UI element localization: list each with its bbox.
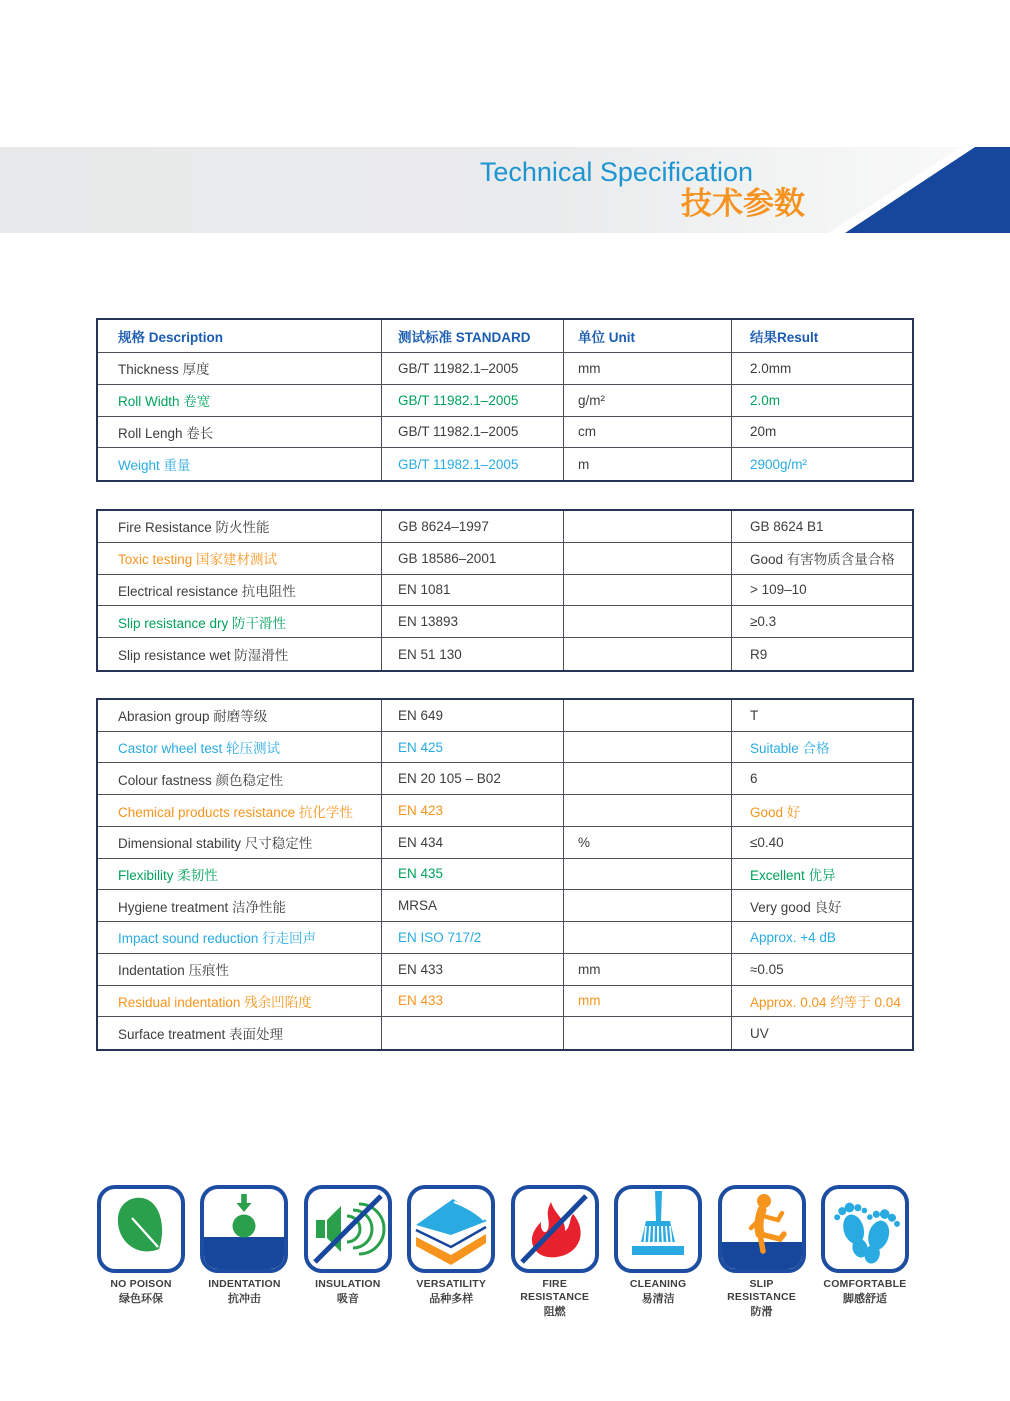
feature-label-en: INDENTATION bbox=[208, 1278, 281, 1290]
table-cell bbox=[564, 922, 732, 954]
table-cell: EN 433 bbox=[382, 986, 564, 1018]
feature-label-zh: 抗冲击 bbox=[227, 1293, 261, 1305]
feature-label-en: NO POISON bbox=[110, 1278, 172, 1290]
feature-label-zh: 吸音 bbox=[336, 1293, 359, 1305]
table-cell bbox=[564, 1017, 732, 1049]
feature-label-en: COMFORTABLE bbox=[823, 1278, 907, 1290]
page-title-chinese: 技术参数 bbox=[681, 186, 805, 221]
broom-icon bbox=[614, 1185, 702, 1273]
column-header: 测试标准 STANDARD bbox=[382, 320, 564, 353]
table-cell: 2.0m bbox=[732, 385, 912, 417]
table-cell: GB 8624–1997 bbox=[382, 511, 564, 543]
feature-no-poison bbox=[95, 1185, 187, 1319]
table-cell: Slip resistance wet 防湿滑性 bbox=[98, 638, 382, 670]
table-cell: Abrasion group 耐磨等级 bbox=[98, 700, 382, 732]
feature-label-zh: 脚感舒适 bbox=[842, 1293, 887, 1305]
feature-label-en: VERSATILITY bbox=[416, 1278, 487, 1290]
no-sound-icon bbox=[304, 1185, 392, 1273]
table-cell: MRSA bbox=[382, 890, 564, 922]
slipping-person-icon bbox=[718, 1185, 806, 1273]
leaf-icon bbox=[97, 1185, 185, 1273]
table-cell: EN 433 bbox=[382, 954, 564, 986]
table-cell bbox=[564, 732, 732, 764]
table-cell: EN 13893 bbox=[382, 606, 564, 638]
table-cell: Very good 良好 bbox=[732, 890, 912, 922]
table-cell: EN 423 bbox=[382, 795, 564, 827]
table-cell: Flexibility 柔韧性 bbox=[98, 859, 382, 891]
table-cell: 2.0mm bbox=[732, 353, 912, 385]
table-cell: 6 bbox=[732, 763, 912, 795]
header-band-blue-shape bbox=[845, 147, 1010, 233]
table-cell: 20m bbox=[732, 417, 912, 449]
table-cell: Weight 重量 bbox=[98, 448, 382, 480]
table-cell bbox=[564, 606, 732, 638]
table-cell: UV bbox=[750, 1025, 769, 1041]
page-title-english: Technical Specification bbox=[479, 157, 753, 187]
table-cell: Hygiene treatment 洁净性能 bbox=[98, 890, 382, 922]
table-cell: Fire Resistance 防火性能 bbox=[98, 511, 382, 543]
table-cell: 2900g/m² bbox=[750, 456, 808, 472]
footprints-icon bbox=[821, 1185, 909, 1273]
feature-indentation bbox=[198, 1185, 290, 1319]
table-cell: Residual indentation 残余凹陷度 bbox=[98, 986, 382, 1018]
table-cell bbox=[564, 890, 732, 922]
table-cell: Colour fastness 颜色稳定性 bbox=[98, 763, 382, 795]
table-cell: GB 18586–2001 bbox=[382, 543, 564, 575]
table-cell: EN ISO 717/2 bbox=[382, 922, 564, 954]
table-cell bbox=[564, 575, 732, 607]
table-cell: R9 bbox=[750, 646, 768, 662]
table-cell: mm bbox=[564, 986, 732, 1018]
table-cell: Impact sound reduction 行走回声 bbox=[98, 922, 382, 954]
table-cell: Approx. +4 dB bbox=[732, 922, 912, 954]
table-cell: Electrical resistance 抗电阻性 bbox=[98, 575, 382, 607]
table-cell bbox=[564, 763, 732, 795]
table-cell: mm bbox=[564, 954, 732, 986]
table-cell: Roll Lengh 卷长 bbox=[98, 417, 382, 449]
table-cell: EN 51 130 bbox=[382, 638, 564, 670]
table-cell bbox=[564, 543, 732, 575]
table-cell: mm bbox=[564, 353, 732, 385]
table-cell: Thickness 厚度 bbox=[98, 353, 382, 385]
table-cell: Castor wheel test 轮压测试 bbox=[98, 732, 382, 764]
table-cell: EN 425 bbox=[382, 732, 564, 764]
feature-label-zh: 阻燃 bbox=[543, 1306, 566, 1318]
table-cell bbox=[564, 700, 732, 732]
table-cell: T bbox=[732, 700, 912, 732]
feature-label-en: FIRE RESISTANCE bbox=[520, 1278, 590, 1303]
table-cell: ≈0.05 bbox=[732, 954, 912, 986]
feature-comfortable bbox=[819, 1185, 911, 1319]
table-cell: Roll Width 卷宽 bbox=[98, 385, 382, 417]
spec-table-safety bbox=[96, 509, 914, 672]
layers-icon bbox=[407, 1185, 495, 1273]
table-cell: EN 1081 bbox=[382, 575, 564, 607]
column-header: 单位 Unit bbox=[564, 320, 732, 353]
table-cell: Chemical products resistance 抗化学性 bbox=[98, 795, 382, 827]
feature-insulation bbox=[302, 1185, 394, 1319]
table-cell: Indentation 压痕性 bbox=[98, 954, 382, 986]
table-cell: EN 435 bbox=[382, 859, 564, 891]
table-cell: Suitable 合格 bbox=[732, 732, 912, 764]
table-cell: ≥0.3 bbox=[732, 606, 912, 638]
feature-fire-resistance bbox=[509, 1185, 601, 1319]
table-cell: % bbox=[564, 827, 732, 859]
table-cell: ≤0.40 bbox=[732, 827, 912, 859]
table-cell bbox=[564, 795, 732, 827]
spec-table-dimensions bbox=[96, 318, 914, 482]
table-cell: m bbox=[564, 448, 732, 480]
table-cell: Dimensional stability 尺寸稳定性 bbox=[98, 827, 382, 859]
table-cell: Toxic testing 国家建材测试 bbox=[98, 543, 382, 575]
feature-label-zh: 防滑 bbox=[750, 1306, 773, 1318]
feature-label-en: INSULATION bbox=[315, 1278, 381, 1290]
column-header: 规格 Description bbox=[98, 320, 382, 353]
table-cell: GB 8624 B1 bbox=[732, 511, 912, 543]
feature-versatility bbox=[405, 1185, 497, 1319]
feature-cleaning bbox=[612, 1185, 704, 1319]
feature-label-zh: 品种多样 bbox=[429, 1293, 474, 1305]
feature-label-en: SLIP RESISTANCE bbox=[727, 1278, 796, 1303]
feature-label-zh: 易清洁 bbox=[641, 1293, 675, 1305]
table-cell: g/m² bbox=[564, 385, 732, 417]
table-cell: GB/T 11982.1–2005 bbox=[382, 417, 564, 449]
table-cell: GB/T 11982.1–2005 bbox=[382, 385, 564, 417]
table-cell bbox=[382, 1017, 564, 1049]
column-header: 结果Result bbox=[732, 320, 912, 353]
feature-label-en: CLEANING bbox=[629, 1278, 687, 1290]
spec-table-performance bbox=[96, 698, 914, 1051]
table-cell: EN 434 bbox=[382, 827, 564, 859]
table-cell: Surface treatment 表面处理 bbox=[98, 1017, 382, 1049]
table-cell bbox=[564, 859, 732, 891]
table-cell: GB/T 11982.1–2005 bbox=[382, 353, 564, 385]
no-fire-icon bbox=[511, 1185, 599, 1273]
table-cell: Slip resistance dry 防干滑性 bbox=[98, 606, 382, 638]
table-cell bbox=[564, 638, 732, 670]
feature-icon-strip bbox=[95, 1185, 911, 1319]
table-cell bbox=[564, 511, 732, 543]
table-cell: EN 649 bbox=[382, 700, 564, 732]
table-cell: Excellent 优异 bbox=[732, 859, 912, 891]
feature-slip-resistance bbox=[716, 1185, 808, 1319]
table-cell: cm bbox=[564, 417, 732, 449]
table-cell: > 109–10 bbox=[732, 575, 912, 607]
feature-label-zh: 绿色环保 bbox=[119, 1293, 163, 1305]
table-cell: Good 好 bbox=[732, 795, 912, 827]
table-cell: Good 有害物质含量合格 bbox=[732, 543, 912, 575]
table-cell: EN 20 105 – B02 bbox=[382, 763, 564, 795]
table-cell: Approx. 0.04 约等于 0.04 bbox=[732, 986, 912, 1018]
ball-drop-icon bbox=[200, 1185, 288, 1273]
table-cell: GB/T 11982.1–2005 bbox=[382, 448, 564, 480]
